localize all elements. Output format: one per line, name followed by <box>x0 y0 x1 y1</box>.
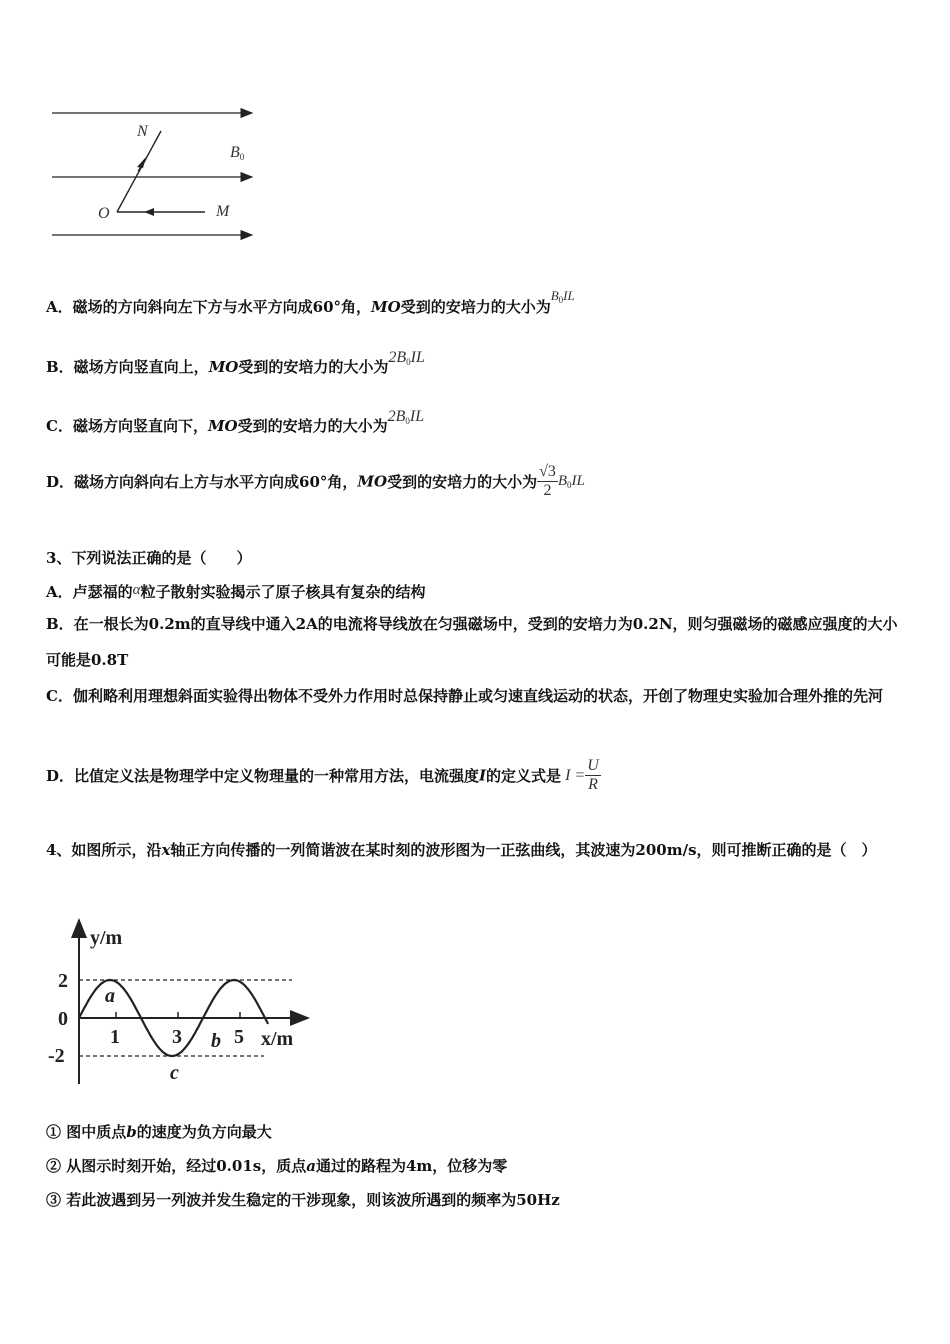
tick-label-5: 5 <box>234 1026 244 1048</box>
label-n: N <box>137 123 148 140</box>
alpha-symbol: α <box>132 582 141 598</box>
formula-i-lhs: I = <box>565 766 586 784</box>
wave-graph <box>44 912 324 1092</box>
q3-option-d: D．比值定义法是物理学中定义物理量的一种常用方法，电流强度I的定义式是 I = $\frac{U}{R}$ <box>46 757 599 793</box>
fraction-u-over-r: $\frac{U}{R}$ <box>587 757 599 793</box>
tick-label-1: 1 <box>110 1026 120 1048</box>
q3-option-a: A．卢瑟福的α粒子散射实验揭示了原子核具有复杂的结构 <box>46 582 426 601</box>
q2-option-d: D．磁场方向斜向右上方与水平方向成60°角，MO受到的安培力的大小为 $\frac{√3}{2}$ $B_0IL$ <box>46 463 585 499</box>
point-label-a: a <box>105 985 115 1007</box>
label-m: M <box>216 203 230 220</box>
q2-option-c: C．磁场方向竖直向下，MO受到的安培力的大小为$2B_0IL$ <box>46 408 425 435</box>
wire-on <box>117 131 161 212</box>
point-label-c: c <box>170 1062 179 1084</box>
q4-stem: 4、如图所示，沿x轴正方向传播的一列简谐波在某时刻的波形图为一正弦曲线，其波速为200m/s，则可推断正确的是（ ） <box>46 841 877 859</box>
label-b0: B0 <box>230 144 245 162</box>
tick-label-3: 3 <box>172 1026 182 1048</box>
q4-statement-2: ② 从图示时刻开始，经过0.01s，质点a通过的路程为4m，位移为零 <box>46 1157 508 1175</box>
formula-b0il-d: $B_0IL$ <box>557 473 585 490</box>
point-label-b: b <box>211 1030 221 1052</box>
field-figure <box>40 95 280 255</box>
q2-option-b: B．磁场方向竖直向上，MO受到的安培力的大小为$2B_0IL$ <box>46 349 425 376</box>
y-axis-label: y/m <box>90 927 123 949</box>
tick-label-0: 0 <box>58 1008 68 1030</box>
formula-2b0il-up: $2B_0IL$ <box>388 349 425 367</box>
q4-statement-3: ③ 若此波遇到另一列波并发生稳定的干涉现象，则该波所遇到的频率为50Hz <box>46 1191 560 1209</box>
formula-2b0il-down: $2B_0IL$ <box>387 408 425 426</box>
q3-stem: 3、下列说法正确的是（ ） <box>46 549 252 567</box>
q2-option-a: A．磁场的方向斜向左下方与水平方向成60°角，MO受到的安培力的大小为$B_0IL$ <box>46 288 575 316</box>
q3-option-b: B．在一根长为0.2m的直导线中通入2A的电流将导线放在匀强磁场中，受到的安培力为0.2N，则匀强磁场的磁感应强度的大小可能是0.8T <box>46 615 898 669</box>
tick-label-minus2: -2 <box>48 1045 65 1067</box>
tick-label-2: 2 <box>58 970 68 992</box>
wire-mo-arrowhead <box>144 208 154 216</box>
formula-b0il: $B_0IL$ <box>550 288 575 305</box>
label-o: O <box>98 205 110 222</box>
q4-statement-1: ① 图中质点b的速度为负方向最大 <box>46 1123 272 1141</box>
x-axis-label: x/m <box>261 1028 294 1050</box>
fraction-sqrt3-over-2: $\frac{√3}{2}$ <box>539 463 556 499</box>
q3-option-c: C．伽利略利用理想斜面实验得出物体不受外力作用时总保持静止或匀速直线运动的状态，开创了物理史实验加合理外推的先河 <box>46 687 883 705</box>
